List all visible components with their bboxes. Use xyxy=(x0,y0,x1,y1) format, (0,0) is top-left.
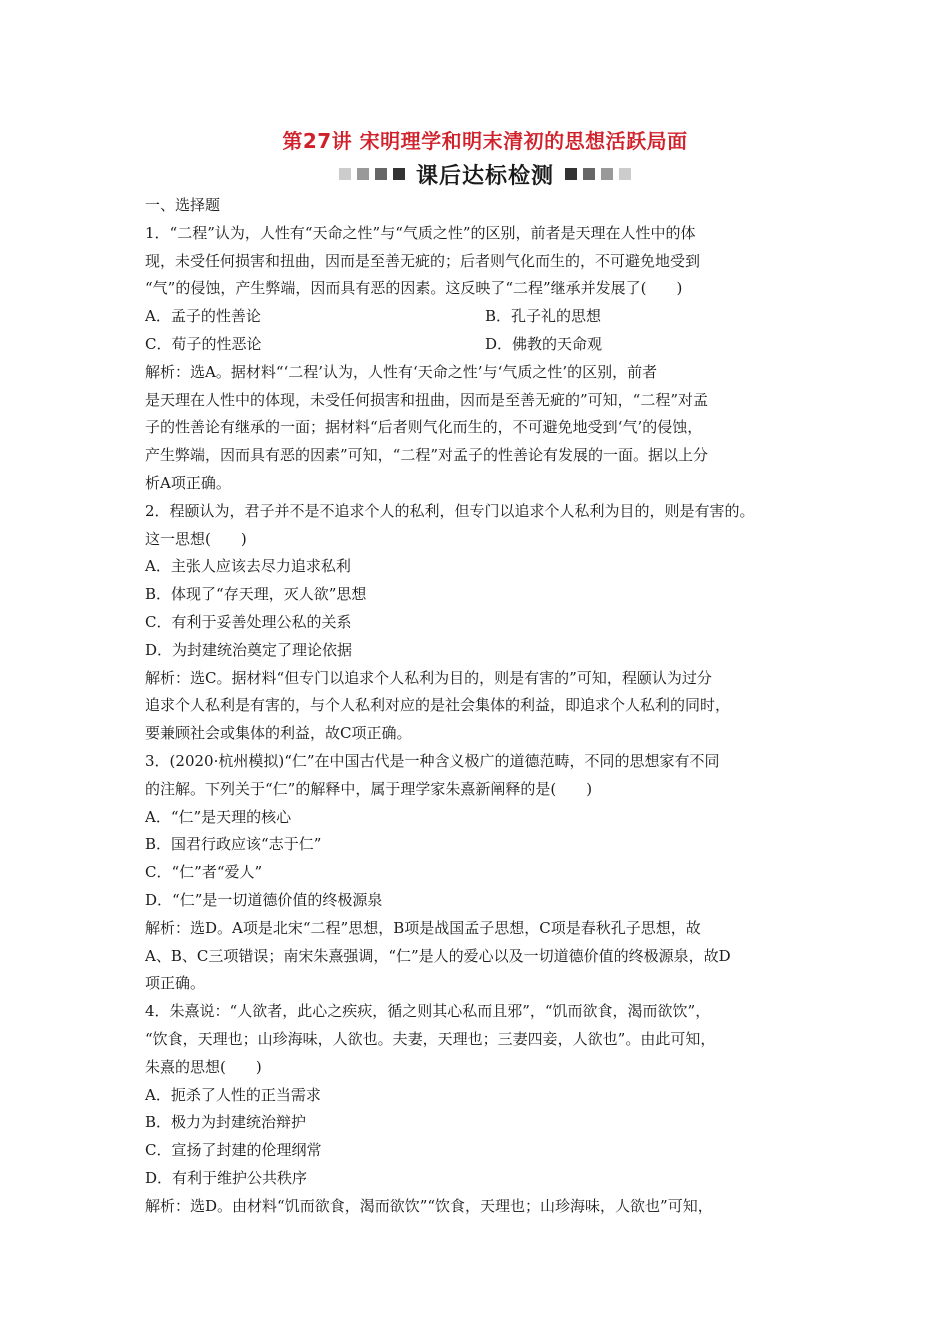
document-title: 第27讲 宋明理学和明末清初的思想活跃局面 xyxy=(282,129,688,153)
option-c: C．荀子的性恶论 xyxy=(145,334,262,353)
question-text: 2．程颐认为，君子并不是不追求个人的私利，但专门以追求个人私利为目的，则是有害的。 xyxy=(145,501,755,520)
option-d: D．为封建统治奠定了理论依据 xyxy=(145,640,353,659)
analysis-text: 解析：选A。据材料“‘二程’认为，人性有‘天命之性’与‘气质之性’的区别，前者 xyxy=(145,362,658,381)
section-banner xyxy=(145,158,825,190)
question-4 xyxy=(145,998,825,1220)
option-b: B．极力为封建统治辩护 xyxy=(145,1113,307,1132)
option-a: A．孟子的性善论 xyxy=(145,307,261,326)
question-text: 1．“二程”认为，人性有“天命之性”与“气质之性”的区别，前者是天理在人性中的体 xyxy=(145,223,696,242)
analysis-text: 解析：选D。A项是北宋“二程”思想，B项是战国孟子思想，C项是春秋孔子思想，故 xyxy=(145,918,701,937)
banner-square-icon xyxy=(357,168,369,180)
analysis-text: 解析：选C。据材料“但专门以追求个人私利为目的，则是有害的”可知，程颐认为过分 xyxy=(145,668,712,687)
question-1 xyxy=(145,220,825,498)
analysis-text: 项正确。 xyxy=(145,974,206,993)
question-text: 3．(2020·杭州模拟)“仁”在中国古代是一种含义极广的道德范畴，不同的思想家有不同 xyxy=(145,751,720,770)
question-2 xyxy=(145,498,825,748)
question-text: 现，未受任何损害和扭曲，因而是至善无疵的；后者则气化而生的，不可避免地受到 xyxy=(145,251,701,270)
question-text: 朱熹的思想( ) xyxy=(145,1057,262,1076)
analysis-text: 追求个人私利是有害的，与个人私利对应的是社会集体的利益，即追求个人私利的同时， xyxy=(145,696,731,715)
option-row xyxy=(145,331,825,359)
analysis-text: 子的性善论有继承的一面；据材料“后者则气化而生的，不可避免地受到‘气’的侵蚀， xyxy=(145,418,703,437)
option-a: A．扼杀了人性的正当需求 xyxy=(145,1085,321,1104)
option-b: B．体现了“存天理，灭人欲”思想 xyxy=(145,585,367,604)
question-text: “饮食，天理也；山珍海味，人欲也。夫妻，天理也；三妻四妾，人欲也”。由此可知， xyxy=(145,1029,716,1048)
question-text: 的注解。下列关于“仁”的解释中，属于理学家朱熹新阐释的是( ) xyxy=(145,779,593,798)
option-b: B．国君行政应该“志于仁” xyxy=(145,835,322,854)
option-d: D．“仁”是一切道德价值的终极源泉 xyxy=(145,890,383,909)
banner-square-icon xyxy=(565,168,577,180)
option-d: D．有利于维护公共秩序 xyxy=(145,1168,308,1187)
banner-square-icon xyxy=(393,168,405,180)
analysis-text: 是天理在人性中的体现，未受任何损害和扭曲，因而是至善无疵的”可知，“二程”对孟 xyxy=(145,390,709,409)
option-a: A．“仁”是天理的核心 xyxy=(145,807,292,826)
option-d: D．佛教的天命观 xyxy=(485,334,603,353)
option-row xyxy=(145,303,825,331)
option-c: C．宣扬了封建的伦理纲常 xyxy=(145,1141,322,1160)
question-3 xyxy=(145,748,825,998)
question-text: 这一思想( ) xyxy=(145,529,247,548)
banner-square-icon xyxy=(583,168,595,180)
analysis-text: A、B、C三项错误；南宋朱熹强调，“仁”是人的爱心以及一切道德价值的终极源泉，故D xyxy=(145,946,731,965)
banner-square-icon xyxy=(601,168,613,180)
banner-title: 课后达标检测 xyxy=(415,163,554,189)
banner-square-icon xyxy=(339,168,351,180)
option-c: C．“仁”者“爱人” xyxy=(145,863,263,882)
analysis-text: 产生弊端，因而具有恶的因素”可知，“二程”对孟子的性善论有发展的一面。据以上分 xyxy=(145,446,709,465)
document-page xyxy=(145,128,825,1220)
option-c: C．有利于妥善处理公私的关系 xyxy=(145,612,352,631)
banner-square-icon xyxy=(375,168,387,180)
option-b: B．孔子礼的思想 xyxy=(485,307,602,326)
question-text: 4．朱熹说：“人欲者，此心之疾疢，循之则其心私而且邪”，“饥而欲食，渴而欲饮”， xyxy=(145,1002,711,1021)
analysis-text: 解析：选D。由材料“饥而欲食，渴而欲饮”“饮食，天理也；山珍海味，人欲也”可知， xyxy=(145,1196,713,1215)
analysis-text: 要兼顾社会或集体的利益，故C项正确。 xyxy=(145,724,412,743)
banner-square-icon xyxy=(619,168,631,180)
option-a: A．主张人应该去尽力追求私利 xyxy=(145,557,351,576)
analysis-text: 析A项正确。 xyxy=(145,473,231,492)
section-heading: 一、选择题 xyxy=(145,196,221,214)
question-text: “气”的侵蚀，产生弊端，因而具有恶的因素。这反映了“二程”继承并发展了( ) xyxy=(145,279,683,298)
